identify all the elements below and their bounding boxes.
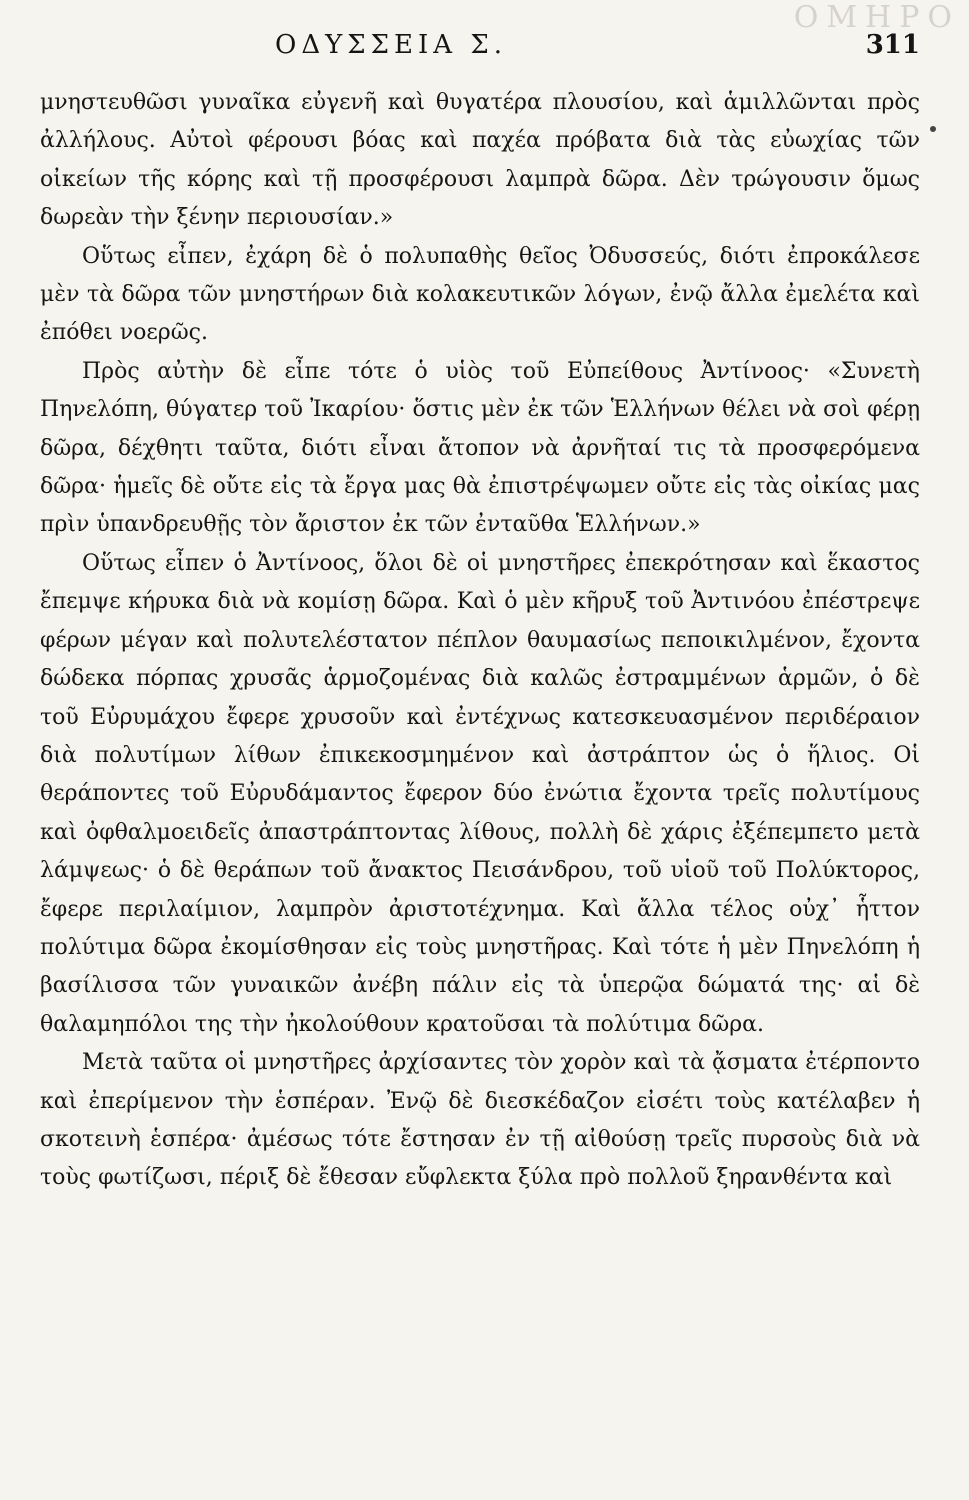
paragraph-4: Οὕτως εἶπεν ὁ Ἀντίνοος, ὅλοι δὲ οἱ μνηστῆρες ἐπεκρότησαν καὶ ἕκαστος ἔπεμψε κήρυκα διὰ νὰ κομίσῃ δῶρα. Καὶ ὁ μὲν κῆρυξ τοῦ Ἀντινόου ἐπέστρεψε φέρων μέγαν καὶ πολυτελέστατον πέπλον θαυμασίως πεποικιλμένον, ἔχοντα δώδεκα πόρπας χρυσᾶς ἁρμοζομένας διὰ καλῶς ἐστραμμένων ἁρμῶν, ὁ δὲ τοῦ Εὐρυμάχου ἔφερε χρυσοῦν καὶ ἐντέχνως κατεσκευασμένον περιδέραιον διὰ πολυτίμων λίθων ἐπικεκοσμημένον καὶ ἀστράπτον ὡς ὁ ἥλιος. Οἱ θεράποντες τοῦ Εὐρυδάμαντος ἔφερον δύο ἐνώτια ἔχοντα τρεῖς πολυτίμους καὶ ὀφθαλμοειδεῖς ἀπαστράπτοντας λίθους, πολλὴ δὲ χάρις ἐξέπεμπετο μετὰ λάμψεως· ὁ δὲ θεράπων τοῦ ἄνακτος Πεισάνδρου, τοῦ υἱοῦ τοῦ Πολύκτορος, ἔφερε περιλαίμιον, λαμπρὸν ἀριστοτέχνημα. Καὶ ἄλλα τέλος οὐχ᾽ ἧττον πολύτιμα δῶρα ἐκομίσθησαν εἰς τοὺς μνηστῆρας. Καὶ τότε ἡ μὲν Πηνελόπη ἡ βασίλισσα τῶν γυναικῶν ἀνέβη πάλιν εἰς τὰ ὑπερῷα δώματά της· αἱ δὲ θαλαμηπόλοι της τὴν ἠκολούθουν κρατοῦσαι τὰ πολύτιμα δῶρα. [40, 550, 920, 1037]
body-text [40, 84, 920, 1484]
paragraph-3: Πρὸς αὐτὴν δὲ εἶπε τότε ὁ υἱὸς τοῦ Εὐπείθους Ἀντίνοος· «Συνετὴ Πηνελόπη, θύγατερ τοῦ Ἰκαρίου· ὅστις μὲν ἐκ τῶν Ἑλλήνων θέλει νὰ σοὶ φέρῃ δῶρα, δέχθητι ταῦτα, διότι εἶναι ἄτοπον νὰ ἀρνῆταί τις τὰ προσφερόμενα δῶρα· ἡμεῖς δὲ οὔτε εἰς τὰ ἔργα μας θὰ ἐπιστρέψωμεν οὔτε εἰς τὰς οἰκίας μας πρὶν ὑπανδρευθῇς τὸν ἄριστον ἐκ τῶν ἐνταῦθα Ἑλλήνων.» [40, 358, 920, 538]
paragraph-2: Οὕτως εἶπεν, ἐχάρη δὲ ὁ πολυπαθὴς θεῖος Ὀδυσσεύς, διότι ἐπροκάλεσε μὲν τὰ δῶρα τῶν μνηστήρων διὰ κολακευτικῶν λόγων, ἐνῷ ἄλλα ἐμελέτα καὶ ἐπόθει νοερῶς. [40, 243, 920, 346]
page-number: 311 [865, 30, 920, 60]
margin-ink-spot [930, 126, 936, 132]
paragraph-5: Μετὰ ταῦτα οἱ μνηστῆρες ἀρχίσαντες τὸν χορὸν καὶ τὰ ᾄσματα ἐτέρποντο καὶ ἐπερίμενον τὴν ἑσπέραν. Ἐνῷ δὲ διεσκέδαζον εἰσέτι τοὺς κατέλαβεν ἡ σκοτεινὴ ἑσπέρα· ἀμέσως τότε ἔστησαν ἐν τῇ αἰθούσῃ τρεῖς πυρσοὺς διὰ νὰ τοὺς φωτίζωσι, πέριξ δὲ ἔθεσαν εὔφλεκτα ξύλα πρὸ πολλοῦ ξηρανθέντα καὶ [40, 1050, 920, 1191]
paragraph-1: μνηστευθῶσι γυναῖκα εὐγενῆ καὶ θυγατέρα πλουσίου, καὶ ἁμιλλῶνται πρὸς ἀλλήλους. Αὐτοὶ φέρουσι βόας καὶ παχέα πρόβατα διὰ τὰς εὐωχίας τῶν οἰκείων τῆς κόρης καὶ τῇ προσφέρουσι λαμπρὰ δῶρα. Δὲν τρώγουσιν ὅμως δωρεὰν τὴν ξένην περιουσίαν.» [40, 90, 920, 231]
bleed-through-text: ΟΜΗΡΟ [793, 0, 960, 35]
running-head: ΟΔΥΣΣΕΙΑ Σ. [275, 30, 507, 60]
page-header [40, 30, 920, 70]
